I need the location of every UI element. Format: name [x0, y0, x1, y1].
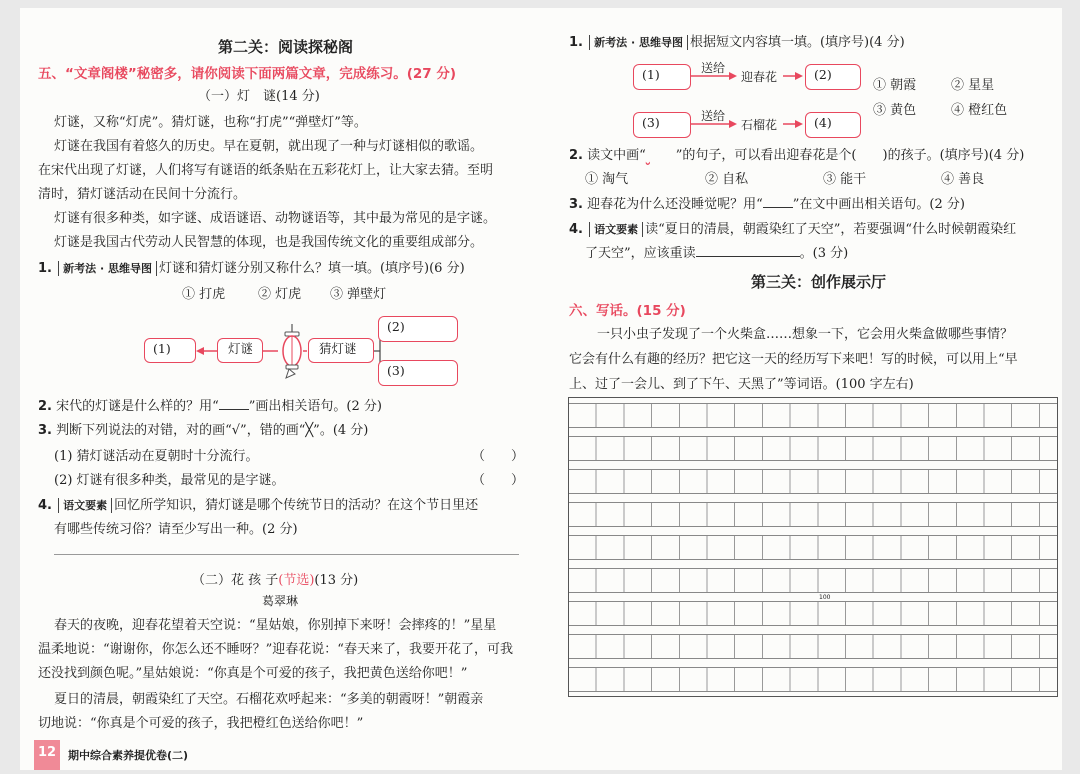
question-text-pre: 宋代的灯谜是什么样的？用“	[56, 399, 219, 414]
question-number: 2.	[569, 148, 583, 163]
grid-row[interactable]	[569, 502, 1057, 527]
q3-statement-2: (2) 灯谜有很多种类，最常见的是字谜。	[54, 473, 285, 488]
writing-prompt-line: 它会有什么有趣的经历？把它这一天的经历写下来吧！写的时候，可以用上“早	[569, 352, 1018, 367]
lantern-icon	[279, 324, 305, 380]
grid-row[interactable]	[569, 469, 1057, 494]
article-2-line: 温柔地说：“谢谢你，你怎么还不睡呀？”迎春花说：“春天来了，我要开花了，可我	[38, 642, 513, 657]
question-text: 灯谜和猜灯谜分别又称什么？填一填。(填序号)(6 分)	[158, 261, 465, 276]
question-text-pre: 迎春花为什么还没睡觉呢？用“	[587, 197, 763, 212]
article-2-line: 夏日的清晨，朝霞染红了天空。石榴花欢呼起来：“多美的朝霞呀！”朝霞亲	[54, 692, 484, 707]
mind-map-blank-3[interactable]: (3)	[378, 360, 458, 386]
article-1-paragraph: 灯谜，又称“灯虎”。猜灯谜，也称“打虎”“弹壁灯”等。	[54, 115, 367, 130]
question-number: 2.	[38, 399, 52, 414]
gift-recipient: 迎春花	[741, 70, 778, 84]
answer-line[interactable]	[696, 256, 800, 257]
article-2-title-text: （二）花 孩 子	[192, 573, 279, 588]
question-3-right	[569, 196, 965, 214]
question-text-mid: ”的句子，可以看出迎春花是个(	[675, 148, 857, 163]
q1-option-3: ③ 弹壁灯	[330, 287, 387, 302]
question-tag: 语文要素	[58, 498, 112, 513]
article-2-title	[192, 572, 358, 590]
question-number: 3.	[569, 197, 583, 212]
r-q2-option-3: ③ 能干	[823, 172, 867, 187]
grid-row[interactable]	[569, 568, 1057, 593]
page-number: 12	[34, 740, 60, 770]
question-tag: 语文要素	[589, 222, 643, 237]
section-divider	[54, 554, 519, 555]
gift-arrow-label: 送给	[701, 109, 726, 123]
question-number: 1.	[569, 35, 583, 50]
question-4-right	[569, 221, 1016, 239]
r-q1-option-1: ① 朝霞	[873, 78, 917, 93]
wavy-underline-symbol	[646, 147, 676, 165]
mind-map-blank-1[interactable]: (1)	[144, 338, 196, 363]
r-q2-option-1: ① 淘气	[585, 172, 629, 187]
grid-row[interactable]	[569, 667, 1057, 692]
article-2-score: (13 分)	[314, 573, 359, 588]
question-2-left	[38, 398, 382, 416]
question-1-right	[569, 34, 905, 52]
grid-row[interactable]	[569, 436, 1057, 461]
right-page	[541, 8, 1062, 770]
question-4-line-2	[585, 245, 848, 263]
grid-row[interactable]	[569, 403, 1057, 428]
straight-underline-symbol	[219, 409, 249, 410]
straight-underline-symbol	[763, 207, 793, 208]
left-page	[20, 8, 541, 770]
article-2-line: 切地说：“你真是个可爱的孩子，我把橙红色送给你吧！”	[38, 716, 364, 731]
grid-character-count: 100	[819, 594, 831, 601]
r-q1-option-2: ② 星星	[951, 78, 995, 93]
article-2-line: 还没找到颜色呢。”星姑娘说：“你真是个可爱的孩子，我把黄色送给你吧！”	[38, 666, 468, 681]
mind-map-center-node: 灯谜	[217, 338, 263, 363]
gift-blank-4[interactable]: (4)	[805, 112, 861, 138]
question-text-pre: 读文中画“	[587, 148, 646, 163]
section-heading-reading: 第二关：阅读探秘阁	[218, 38, 354, 56]
question-text: 读“夏日的清晨，朝霞染红了天空”，若要强调“什么时候朝霞染红	[645, 222, 1017, 237]
article-1-paragraph: 清时，猜灯谜活动在民间十分流行。	[38, 187, 247, 202]
question-text-post: )的孩子。(填序号)(4 分)	[882, 148, 1025, 163]
r-q1-option-3: ③ 黄色	[873, 103, 917, 118]
grid-row[interactable]	[569, 601, 1057, 626]
r-q1-option-4: ④ 橙红色	[951, 103, 1008, 118]
question-number: 1.	[38, 261, 52, 276]
gift-blank-2[interactable]: (2)	[805, 64, 861, 90]
article-1-title-text: （一）灯 谜	[198, 89, 277, 104]
article-1-score: (14 分)	[276, 89, 320, 104]
q1-option-1: ① 打虎	[182, 287, 226, 302]
r-q2-option-2: ② 自私	[705, 172, 749, 187]
question-text-post: 。(3 分)	[799, 246, 849, 261]
footer-title: 期中综合素养提优卷(二)	[68, 749, 189, 762]
gift-blank-3[interactable]: (3)	[633, 112, 691, 138]
section-5-instruction: 五、“文章阁楼”秘密多，请你阅读下面两篇文章，完成练习。(27 分)	[38, 66, 457, 82]
question-number: 3.	[38, 423, 52, 438]
question-tag: 新考法 · 思维导图	[589, 35, 688, 50]
article-1-title	[198, 88, 320, 106]
question-text-post: ”在文中画出相关语句。(2 分)	[792, 197, 965, 212]
grid-row[interactable]	[569, 535, 1057, 560]
question-4-left	[38, 497, 478, 515]
q3-statement-1: (1) 猜灯谜活动在夏朝时十分流行。	[54, 449, 259, 464]
article-2-excerpt-note: (节选)	[278, 573, 315, 588]
question-text: 根据短文内容填一填。(填序号)(4 分)	[689, 35, 905, 50]
question-text-pre: 了天空”，应该重读	[585, 246, 696, 261]
writing-grid[interactable]	[568, 397, 1058, 697]
section-6-instruction: 六、写话。(15 分)	[569, 303, 686, 319]
question-text: 回忆所学知识，猜灯谜是哪个传统节日的活动？在这个节日里还	[114, 498, 479, 513]
writing-prompt-line: 一只小虫子发现了一个火柴盒……想象一下，它会用火柴盒做哪些事情？	[597, 327, 1014, 342]
question-tag: 新考法 · 思维导图	[58, 261, 157, 276]
grid-row[interactable]	[569, 634, 1057, 659]
gift-blank-1[interactable]: (1)	[633, 64, 691, 90]
question-text-post: ”画出相关语句。(2 分)	[248, 399, 382, 414]
question-1-left	[38, 260, 465, 278]
article-1-paragraph: 灯谜是我国古代劳动人民智慧的体现，也是我国传统文化的重要组成部分。	[54, 235, 484, 250]
gift-arrow-label: 送给	[701, 61, 726, 75]
section-heading-creation: 第三关：创作展示厅	[751, 273, 887, 291]
mind-map-blank-2[interactable]: (2)	[378, 316, 458, 342]
r-q2-option-4: ④ 善良	[941, 172, 985, 187]
question-2-right	[569, 147, 1024, 165]
article-2-author: 葛翠琳	[262, 594, 299, 608]
question-number: 4.	[38, 498, 52, 513]
article-2-line: 春天的夜晚，迎春花望着天空说：“星姑娘，你别掉下来呀！会摔疼的！”星星	[54, 618, 497, 633]
writing-prompt-line: 上、过了一会儿、到了下午、天黑了”等词语。(100 字左右)	[569, 377, 914, 392]
question-4-line-2: 有哪些传统习俗？请至少写出一种。(2 分)	[54, 522, 298, 537]
q3-answer-paren-1[interactable]: （ ）	[472, 449, 525, 464]
article-1-paragraph: 灯谜有很多种类，如字谜、成语谜语、动物谜语等，其中最为常见的是字谜。	[54, 211, 497, 226]
article-1-paragraph: 灯谜在我国有着悠久的历史。早在夏朝，就出现了一种与灯谜相似的歌谣。	[54, 139, 484, 154]
q3-answer-paren-2[interactable]: （ ）	[472, 473, 525, 488]
q1-option-2: ② 灯虎	[258, 287, 302, 302]
question-number: 4.	[569, 222, 583, 237]
gift-recipient: 石榴花	[741, 118, 778, 132]
question-3-left	[38, 422, 368, 440]
question-text: 判断下列说法的对错，对的画“√”，错的画“╳”。(4 分)	[56, 423, 369, 438]
mind-map-node-guess-riddle: 猜灯谜	[308, 338, 374, 363]
article-1-paragraph: 在宋代出现了灯谜，人们将写有谜语的纸条贴在五彩花灯上，让大家去猜。至明	[38, 163, 494, 178]
